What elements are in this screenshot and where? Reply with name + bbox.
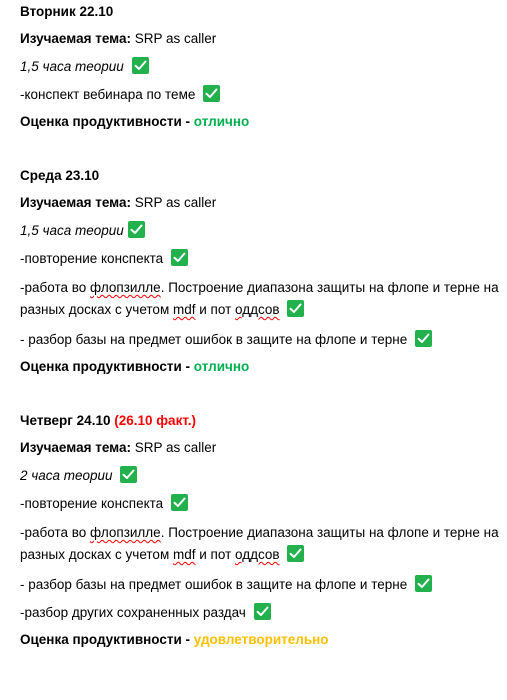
day-wednesday (20, 167, 500, 376)
topic-value: SRP as caller (130, 31, 217, 46)
task-item: -повторение конспекта (20, 494, 500, 513)
check-mark-icon (203, 85, 220, 102)
task-item: -конспект вебинара по теме (20, 85, 500, 104)
theory-line: 1,5 часа теории (20, 221, 500, 240)
document-page (20, 0, 500, 669)
topic-line (20, 439, 500, 457)
topic-line (20, 30, 500, 48)
day-heading: Четверг 24.10 (26.10 факт.) (20, 413, 196, 428)
theory-line: 2 часа теории (20, 466, 500, 485)
rating-value: отлично (193, 359, 250, 374)
day-heading: Вторник 22.10 (20, 4, 114, 19)
task-item: - разбор базы на предмет ошибок в защите на флопе и терне (20, 575, 500, 594)
theory-line: 1,5 часа теории (20, 57, 500, 76)
rating-value: удовлетворительно (193, 632, 329, 647)
rating-value: отлично (193, 114, 250, 129)
topic-label: Изучаемая тема: (20, 440, 131, 455)
check-mark-icon (132, 57, 149, 74)
check-mark-icon (120, 466, 137, 483)
rating-line: Оценка продуктивности - отлично (20, 359, 250, 374)
actual-date: (26.10 факт.) (114, 413, 196, 428)
task-item: -разбор других сохраненных раздач (20, 603, 500, 622)
check-mark-icon (287, 300, 304, 317)
task-item: - разбор базы на предмет ошибок в защите на флопе и терне (20, 330, 500, 349)
day-tuesday (20, 3, 500, 131)
check-mark-icon (171, 249, 188, 266)
task-item: -работа во флопзилле. Построение диапазона защиты на флопе и терне на разных досках с учетом mdf и пот оддсов (20, 525, 499, 562)
topic-value: SRP as caller (130, 440, 217, 455)
check-mark-icon (254, 603, 271, 620)
check-mark-icon (171, 494, 188, 511)
check-mark-icon (415, 330, 432, 347)
topic-label: Изучаемая тема: (20, 195, 131, 210)
topic-value: SRP as caller (130, 195, 217, 210)
day-heading: Среда 23.10 (20, 168, 100, 183)
task-item: -повторение конспекта (20, 249, 500, 268)
rating-line: Оценка продуктивности - удовлетворительно (20, 632, 329, 647)
check-mark-icon (128, 221, 145, 238)
topic-line (20, 194, 500, 212)
task-item: -работа во флопзилле. Построение диапазона защиты на флопе и терне на разных досках с учетом mdf и пот оддсов (20, 280, 499, 317)
topic-label: Изучаемая тема: (20, 31, 131, 46)
check-mark-icon (415, 575, 432, 592)
day-thursday (20, 412, 500, 649)
rating-line: Оценка продуктивности - отлично (20, 114, 250, 129)
check-mark-icon (287, 545, 304, 562)
